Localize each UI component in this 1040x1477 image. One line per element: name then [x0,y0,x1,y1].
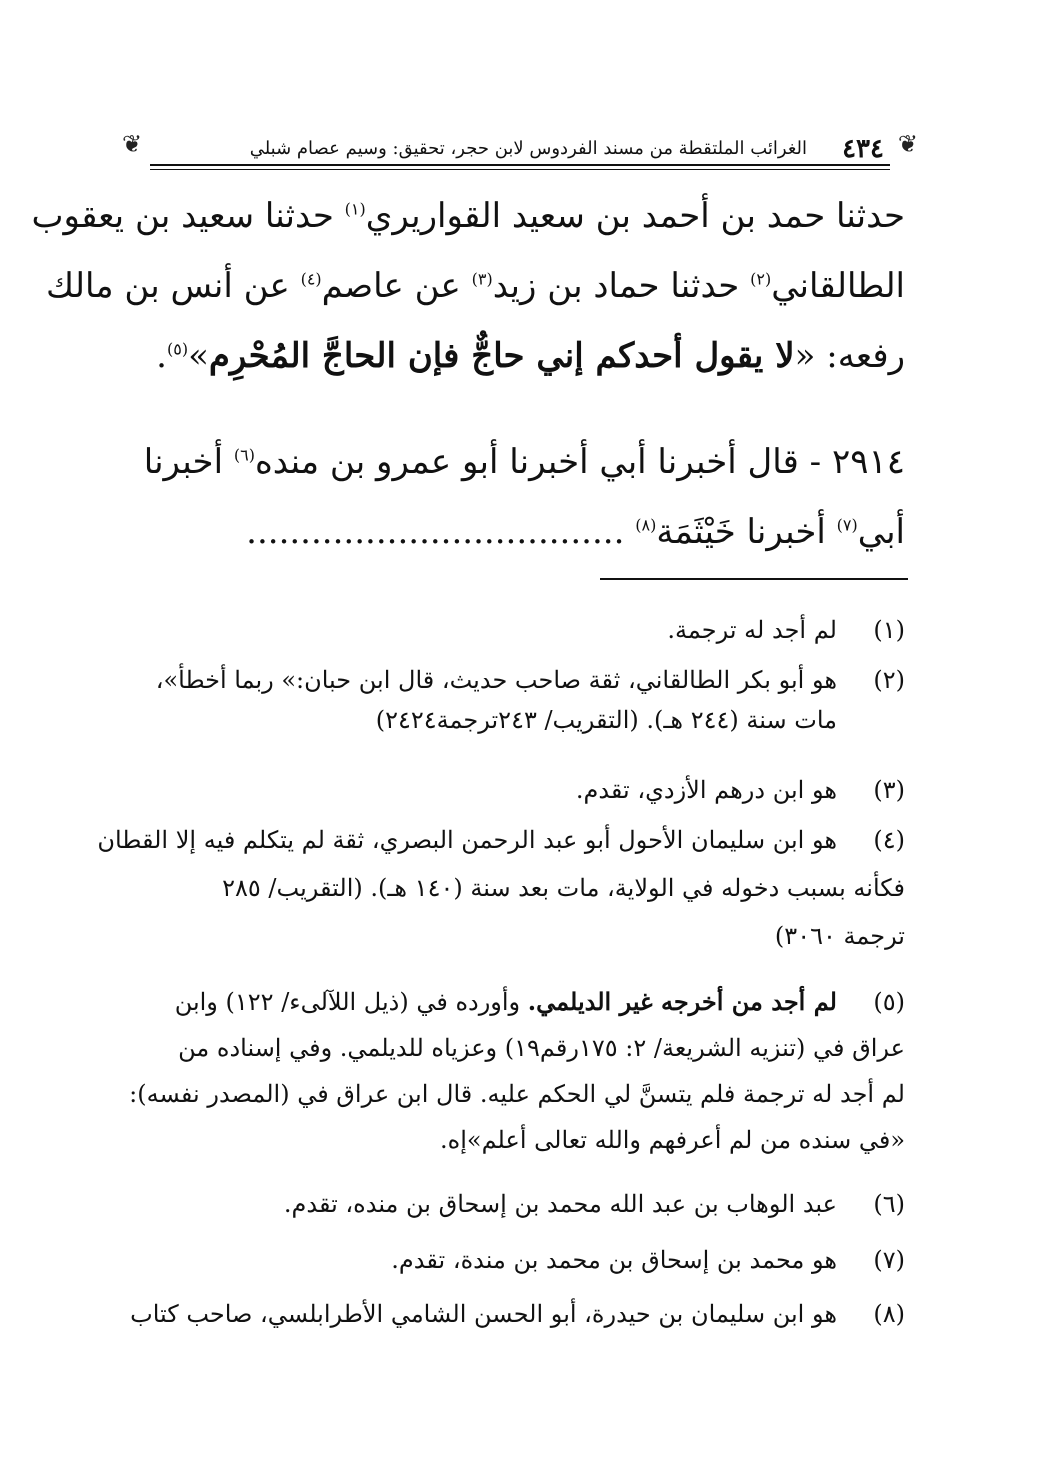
footnote-1: (١) لم أجد له ترجمة. [135,610,905,650]
footnote-6: (٦) عبد الوهاب بن عبد الله محمد بن إسحاق بن منده، تقدم. [135,1184,905,1224]
main-line-2: الطالقاني$^{(٢)}$ حدثنا حماد بن زيد$^{(٣)}$ عن عاصم$^{(٤)}$ عن أنس بن مالك [45,266,905,306]
footnote-7: (٧) هو محمد بن إسحاق بن محمد بن مندة، تقدم. [135,1240,905,1280]
footnote-number: (٣) [873,776,905,804]
main-text [31,186,905,386]
main-line-5: أبي$^{(٧)}$ أخبرنا خَيْثَمَة$^{(٨)}$ ................................... [246,512,905,552]
footnote-4: (٤) هو ابن سليمان الأحول أبو عبد الرحمن البصري، ثقة لم يتكلم فيه إلا القطان فكأنه بسبب دخوله في الولاية، مات بعد سنة (١٤٠ هـ). (التقريب/ ٢٨٥ ترجمة ٣٠٦٠) [135,820,905,956]
hadith-text: لا يقول أحدكم إني حاجٌّ فإن الحاجَّ المُحْرِم [208,336,795,376]
footnote-number: (٦) [873,1190,905,1218]
footnote-8: (٨) هو ابن سليمان بن حيدرة، أبو الحسن الشامي الأطرابلسي، صاحب كتاب [135,1294,905,1334]
hadith-2914 [135,432,905,562]
footnote-number: (٤) [873,826,905,854]
footnote-5: (٥) لم أجد من أخرجه غير الديلمي. وأورده في (ذيل اللآلىء/ ١٢٢) وابن عراق في (تنزيه الشريعة/ ٢: ١٧٥رقم١٩) وعزياه للديلمي. وفي إسناده من لم أجد له ترجمة فلم يتسنَّ لي الحكم عليه. قال ابن عراق في (المصدر نفسه): «في سنده من لم أعرفهم والله تعالى أعلم»إه. [135,982,905,1160]
footnote-number: (٧) [873,1246,905,1274]
footnote-number: (٨) [873,1300,905,1328]
footnote-3: (٣) هو ابن درهم الأزدي، تقدم. [135,770,905,810]
footnote-number: (٢) [873,666,905,694]
header-rule [150,164,890,166]
right-ornament-icon: ❦ [897,130,918,158]
header-rule-thin [150,169,890,170]
main-line-3: رفعه: «لا يقول أحدكم إني حاجٌّ فإن الحاجَّ المُحْرِم»$^{(٥)}$. [156,336,905,376]
main-line-4: ٢٩١٤ - قال أخبرنا أبي أخبرنا أبو عمرو بن منده$^{(٦)}$ أخبرنا [143,442,905,482]
left-ornament-icon: ❦ [122,130,143,158]
footnote-number: (١) [873,616,905,644]
footnote-2: (٢) هو أبو بكر الطالقاني، ثقة صاحب حديث، قال ابن حبان:» ربما أخطأ»، مات سنة (٢٤٤ هـ). (التقريب/ ٢٤٣ترجمة٢٤٢٤) [135,660,905,740]
footnote-separator [600,578,908,580]
page-number: ٤٣٤ [842,134,884,164]
main-line-1: حدثنا حمد بن أحمد بن سعيد القواريري$^{(١)}$ حدثنا سعيد بن يعقوب [31,196,905,236]
book-title: الغرائب الملتقطة من مسند الفردوس لابن حجر، تحقيق: وسيم عصام شبلي [249,138,807,159]
running-header [122,128,918,174]
footnote-number: (٥) [873,988,905,1016]
